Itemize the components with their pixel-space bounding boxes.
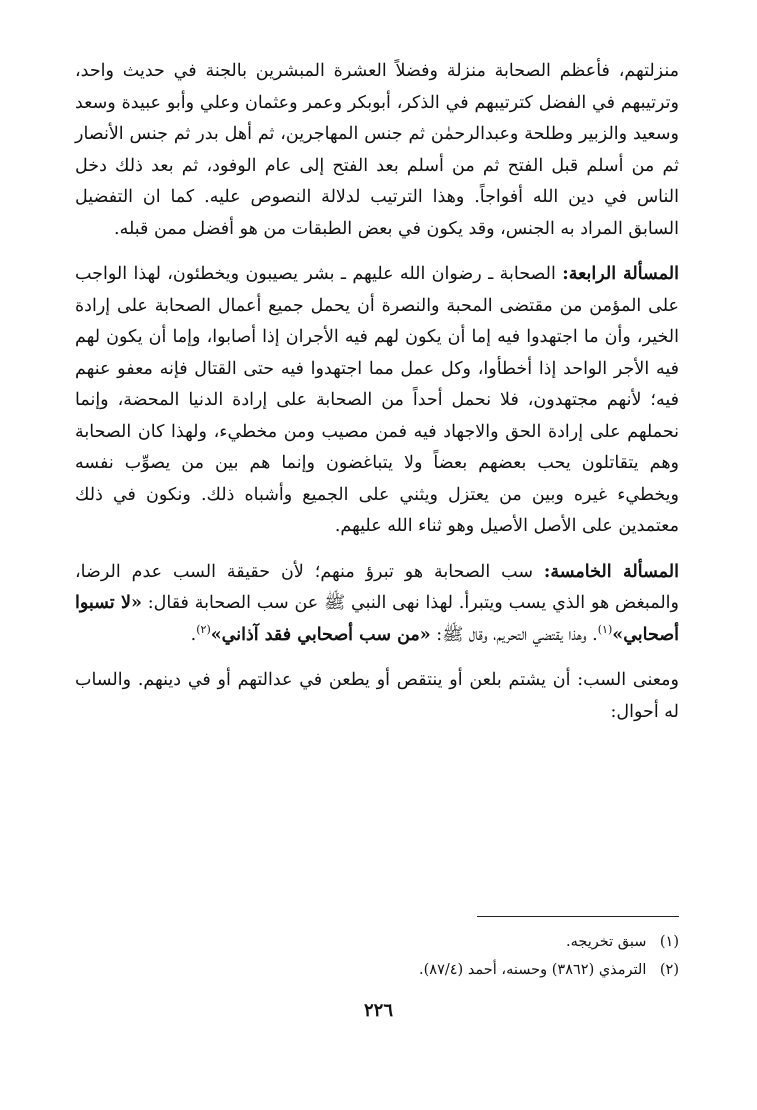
fifth-issue-body-a: سب الصحابة هو تبرؤ منهم؛ لأن حقيقة السب عدم الرضا، والمبغض هو الذي يسب ويتبرأ. لهذا نهى النبي ﷺ عن سب الصحابة فقال: <box>75 561 679 613</box>
footnote-2-number: (٢) <box>659 962 679 978</box>
heading-fifth-issue: المسألة الخامسة: <box>543 561 679 582</box>
paragraph-fifth-issue <box>75 557 679 652</box>
heading-fourth-issue: المسألة الرابعة: <box>562 264 679 284</box>
footnote-1-text: سبق تخريجه. <box>565 934 647 950</box>
fifth-issue-end: . <box>190 624 197 645</box>
paragraph-fourth-issue <box>75 259 679 543</box>
footnote-2-text: الترمذي (٣٨٦٢) وحسنه، أحمد (٨٧/٤). <box>419 962 647 978</box>
footnote-1 <box>75 928 679 956</box>
footnotes <box>75 928 679 984</box>
footnote-ref-1: (١) <box>597 622 613 636</box>
fourth-issue-body: الصحابة ـ رضوان الله عليهم ـ بشر يصيبون ويخطئون، لهذا الواجب على المؤمن من مقتضى المحبة والنصرة أن يحمل جميع أعمال الصحابة على إرادة الخير، وأن ما اجتهدوا فيه إما أن يكون لهم فيه الأجران إذا أصابوا، وإما أن يكون لهم فيه الأجر الواحد إذا أخطأوا، وكل عمل مما اجتهدوا فيه حتى القتال فإنه معفو عنهم فيه؛ لأنهم مجتهدون، فلا نحمل أحداً من الصحابة على إرادة الدنيا المحضة، وإنما نحملهم على إرادة الحق والاجهاد فيه فمن مصيب ومن مخطيء، ولهذا كان الصحابة وهم يتقاتلون يحب بعضهم بعضاً ولا يتباغضون وإنما هم بين من يصوِّب نفسه ويخطيء غيره وبين من يعتزل ويثني على الجميع وأشباه ذلك. ونكون في ذلك معتمدين على الأصل الأصيل وهو ثناء الله عليهم. <box>75 264 679 536</box>
main-text <box>75 56 679 728</box>
page-number: ٢٢٦ <box>363 1000 393 1021</box>
footnote-2 <box>75 956 679 984</box>
footnote-divider <box>477 916 679 917</box>
hadith-quote-1: «لا تسبوا أصحابي» <box>75 593 679 645</box>
paragraph-virtue-ranking: منزلتهم، فأعظم الصحابة منزلة وفضلاً العشرة المبشرين بالجنة في حديث واحد، وترتيبهم في الفضل كترتيبهم في الذكر، أبوبكر وعمر وعثمان وعلي وأبو عبيدة وسعد وسعيد والزبير وطلحة وعبدالرحمٰن ثم جنس المهاجرين، ثم أهل بدر ثم جنس الأنصار ثم من أسلم قبل الفتح ثم من أسلم بعد الفتح إلى عام الوفود، ثم بعد ذلك دخل الناس في دين الله أفواجاً. وهذا الترتيب لدلالة النصوص عليه. كما ان التفضيل السابق المراد به الجنس، وقد يكون في بعض الطبقات من هو أفضل ممن قبله. <box>75 61 679 239</box>
fifth-issue-body-b: . وهذا يقتضي التحريم، وقال ﷺ: <box>436 624 598 645</box>
footnote-ref-2: (٢) <box>196 622 211 636</box>
paragraph-meaning-of-insult: ومعنى السب: أن يشتم بلعن أو ينتقص أو يطعن في عدالتهم أو في دينهم. والساب له أحوال: <box>75 670 679 722</box>
footnote-1-number: (١) <box>659 934 679 950</box>
hadith-quote-2: «من سب أصحابي فقد آذاني» <box>210 624 431 645</box>
